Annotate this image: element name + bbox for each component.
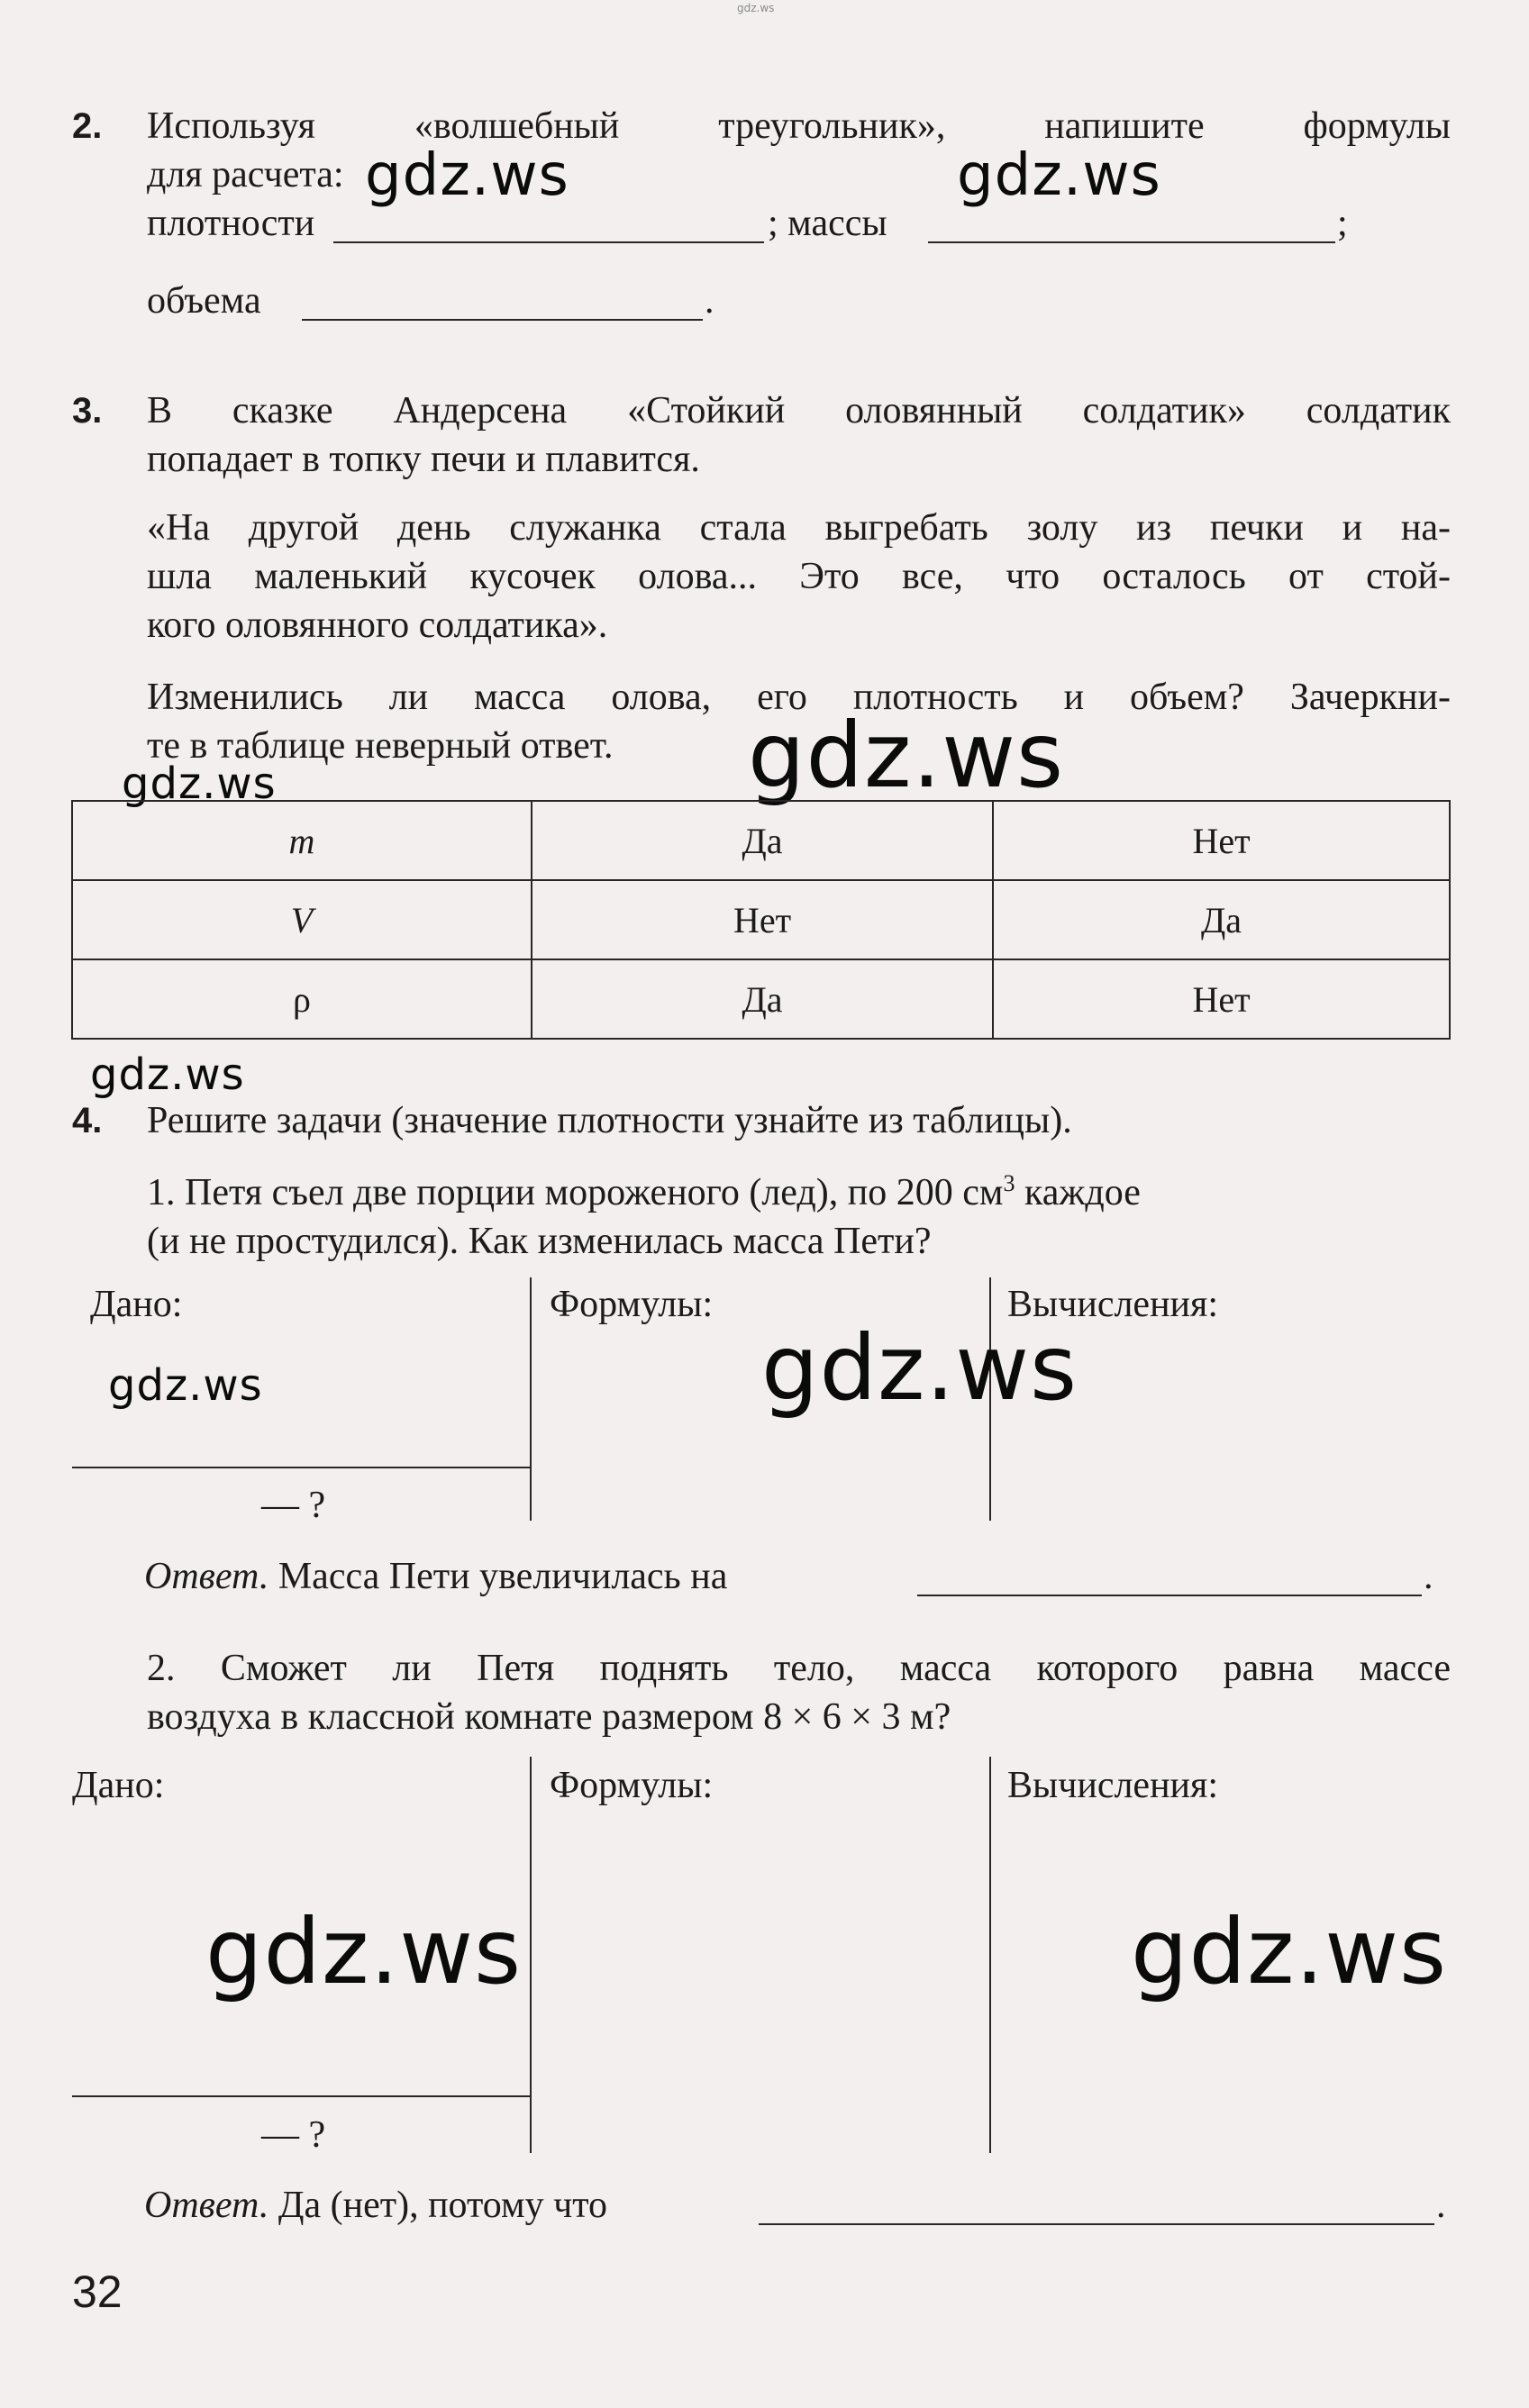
watermark: gdz.ws xyxy=(90,1050,245,1100)
task3-number: 3. xyxy=(72,391,103,431)
page-number: 32 xyxy=(72,2267,123,2317)
watermark: gdz.ws xyxy=(748,703,1065,808)
task3-line2: попадает в топку печи и плавится. xyxy=(147,439,700,480)
divider-line xyxy=(989,1757,991,2153)
task4-number: 4. xyxy=(72,1101,103,1140)
answer-table xyxy=(71,800,1451,1040)
table-row xyxy=(72,880,1450,959)
task4-p1-line2: (и не простудился). Как изменилась масса Пети? xyxy=(147,1221,932,1262)
task3-quote2: шла маленький кусочек олова... Это все, что осталось от стой- xyxy=(147,556,1451,597)
watermark: gdz.ws xyxy=(957,142,1161,209)
formulas-label: Формулы: xyxy=(550,1765,714,1806)
task4-p1-line1: 1. Петя съел две порции мороженого (лед), по 200 $см^3$ каждое xyxy=(147,1170,1141,1213)
task3-question1: Изменились ли масса олова, его плотность и объем? Зачеркни- xyxy=(147,677,1451,718)
table-cell[interactable]: Да xyxy=(532,801,993,880)
task3-quote3: кого оловянного солдатика». xyxy=(147,604,608,646)
answer1-line: Ответ. Масса Пети увеличилась на xyxy=(144,1556,728,1597)
table-cell[interactable]: Нет xyxy=(532,880,993,959)
volume-blank-line xyxy=(302,319,703,321)
calculations-label: Вычисления: xyxy=(1007,1765,1219,1806)
watermark: gdz.ws xyxy=(205,1899,523,2004)
answer2-line: Ответ. Да (нет), потому что xyxy=(144,2185,607,2226)
watermark: gdz.ws xyxy=(108,1360,263,1411)
task2-end-semicolon: ; xyxy=(1337,203,1348,244)
formulas-label: Формулы: xyxy=(550,1284,714,1325)
task3-quote1: «На другой день служанка стала выгребать золу из печки и на- xyxy=(147,507,1451,549)
table-cell[interactable]: Да xyxy=(532,959,993,1039)
watermark: gdz.ws xyxy=(122,759,277,809)
given-separator-line xyxy=(72,1467,530,1468)
given-label: Дано: xyxy=(90,1284,183,1325)
watermark: gdz.ws xyxy=(1131,1899,1448,2004)
task3-question2: те в таблице неверный ответ. xyxy=(147,725,614,767)
table-cell[interactable]: Нет xyxy=(993,801,1450,880)
task2-mass-label: ; массы xyxy=(768,203,887,244)
task4-p2-line1: 2. Сможет ли Петя поднять тело, масса которого равна массе xyxy=(147,1648,1451,1689)
divider-line xyxy=(530,1277,532,1521)
task3-line1: В сказке Андерсена «Стойкий оловянный солдатик» солдатик xyxy=(147,390,1451,432)
unknown-mark: — ? xyxy=(261,1485,326,1526)
answer2-end: . xyxy=(1436,2185,1446,2226)
answer1-blank-line[interactable] xyxy=(917,1595,1422,1596)
given-label: Дано: xyxy=(72,1765,165,1806)
task4-p2-line2: воздуха в классной комнате размером 8 × 6 × 3 м? xyxy=(147,1696,951,1738)
table-row xyxy=(72,959,1450,1039)
given-separator-line xyxy=(72,2095,530,2097)
mass-blank-line xyxy=(928,241,1335,243)
unknown-mark: — ? xyxy=(261,2114,326,2156)
table-row xyxy=(72,801,1450,880)
answer1-end: . xyxy=(1424,1556,1433,1597)
task2-number: 2. xyxy=(72,106,103,146)
task2-volume-end: . xyxy=(705,280,714,322)
table-cell: V xyxy=(72,880,532,959)
task2-volume-label: объема xyxy=(147,280,261,322)
watermark: gdz.ws xyxy=(761,1315,1078,1421)
task2-line2: для расчета: xyxy=(147,154,344,195)
divider-line xyxy=(530,1757,532,2153)
task2-density-label: плотности xyxy=(147,203,315,244)
calculations-label: Вычисления: xyxy=(1007,1284,1219,1325)
top-watermark: gdz.ws xyxy=(737,2,775,14)
task4-intro: Решите задачи (значение плотности узнайте из таблицы). xyxy=(147,1100,1072,1141)
table-cell: m xyxy=(72,801,532,880)
density-blank-line xyxy=(333,241,764,243)
watermark: gdz.ws xyxy=(365,142,569,209)
task2-line1: Используя «волшебный треугольник», напишите формулы xyxy=(147,105,1451,147)
table-cell[interactable]: Нет xyxy=(993,959,1450,1039)
table-cell: ρ xyxy=(72,959,532,1039)
table-cell[interactable]: Да xyxy=(993,880,1450,959)
answer2-blank-line[interactable] xyxy=(759,2223,1434,2225)
